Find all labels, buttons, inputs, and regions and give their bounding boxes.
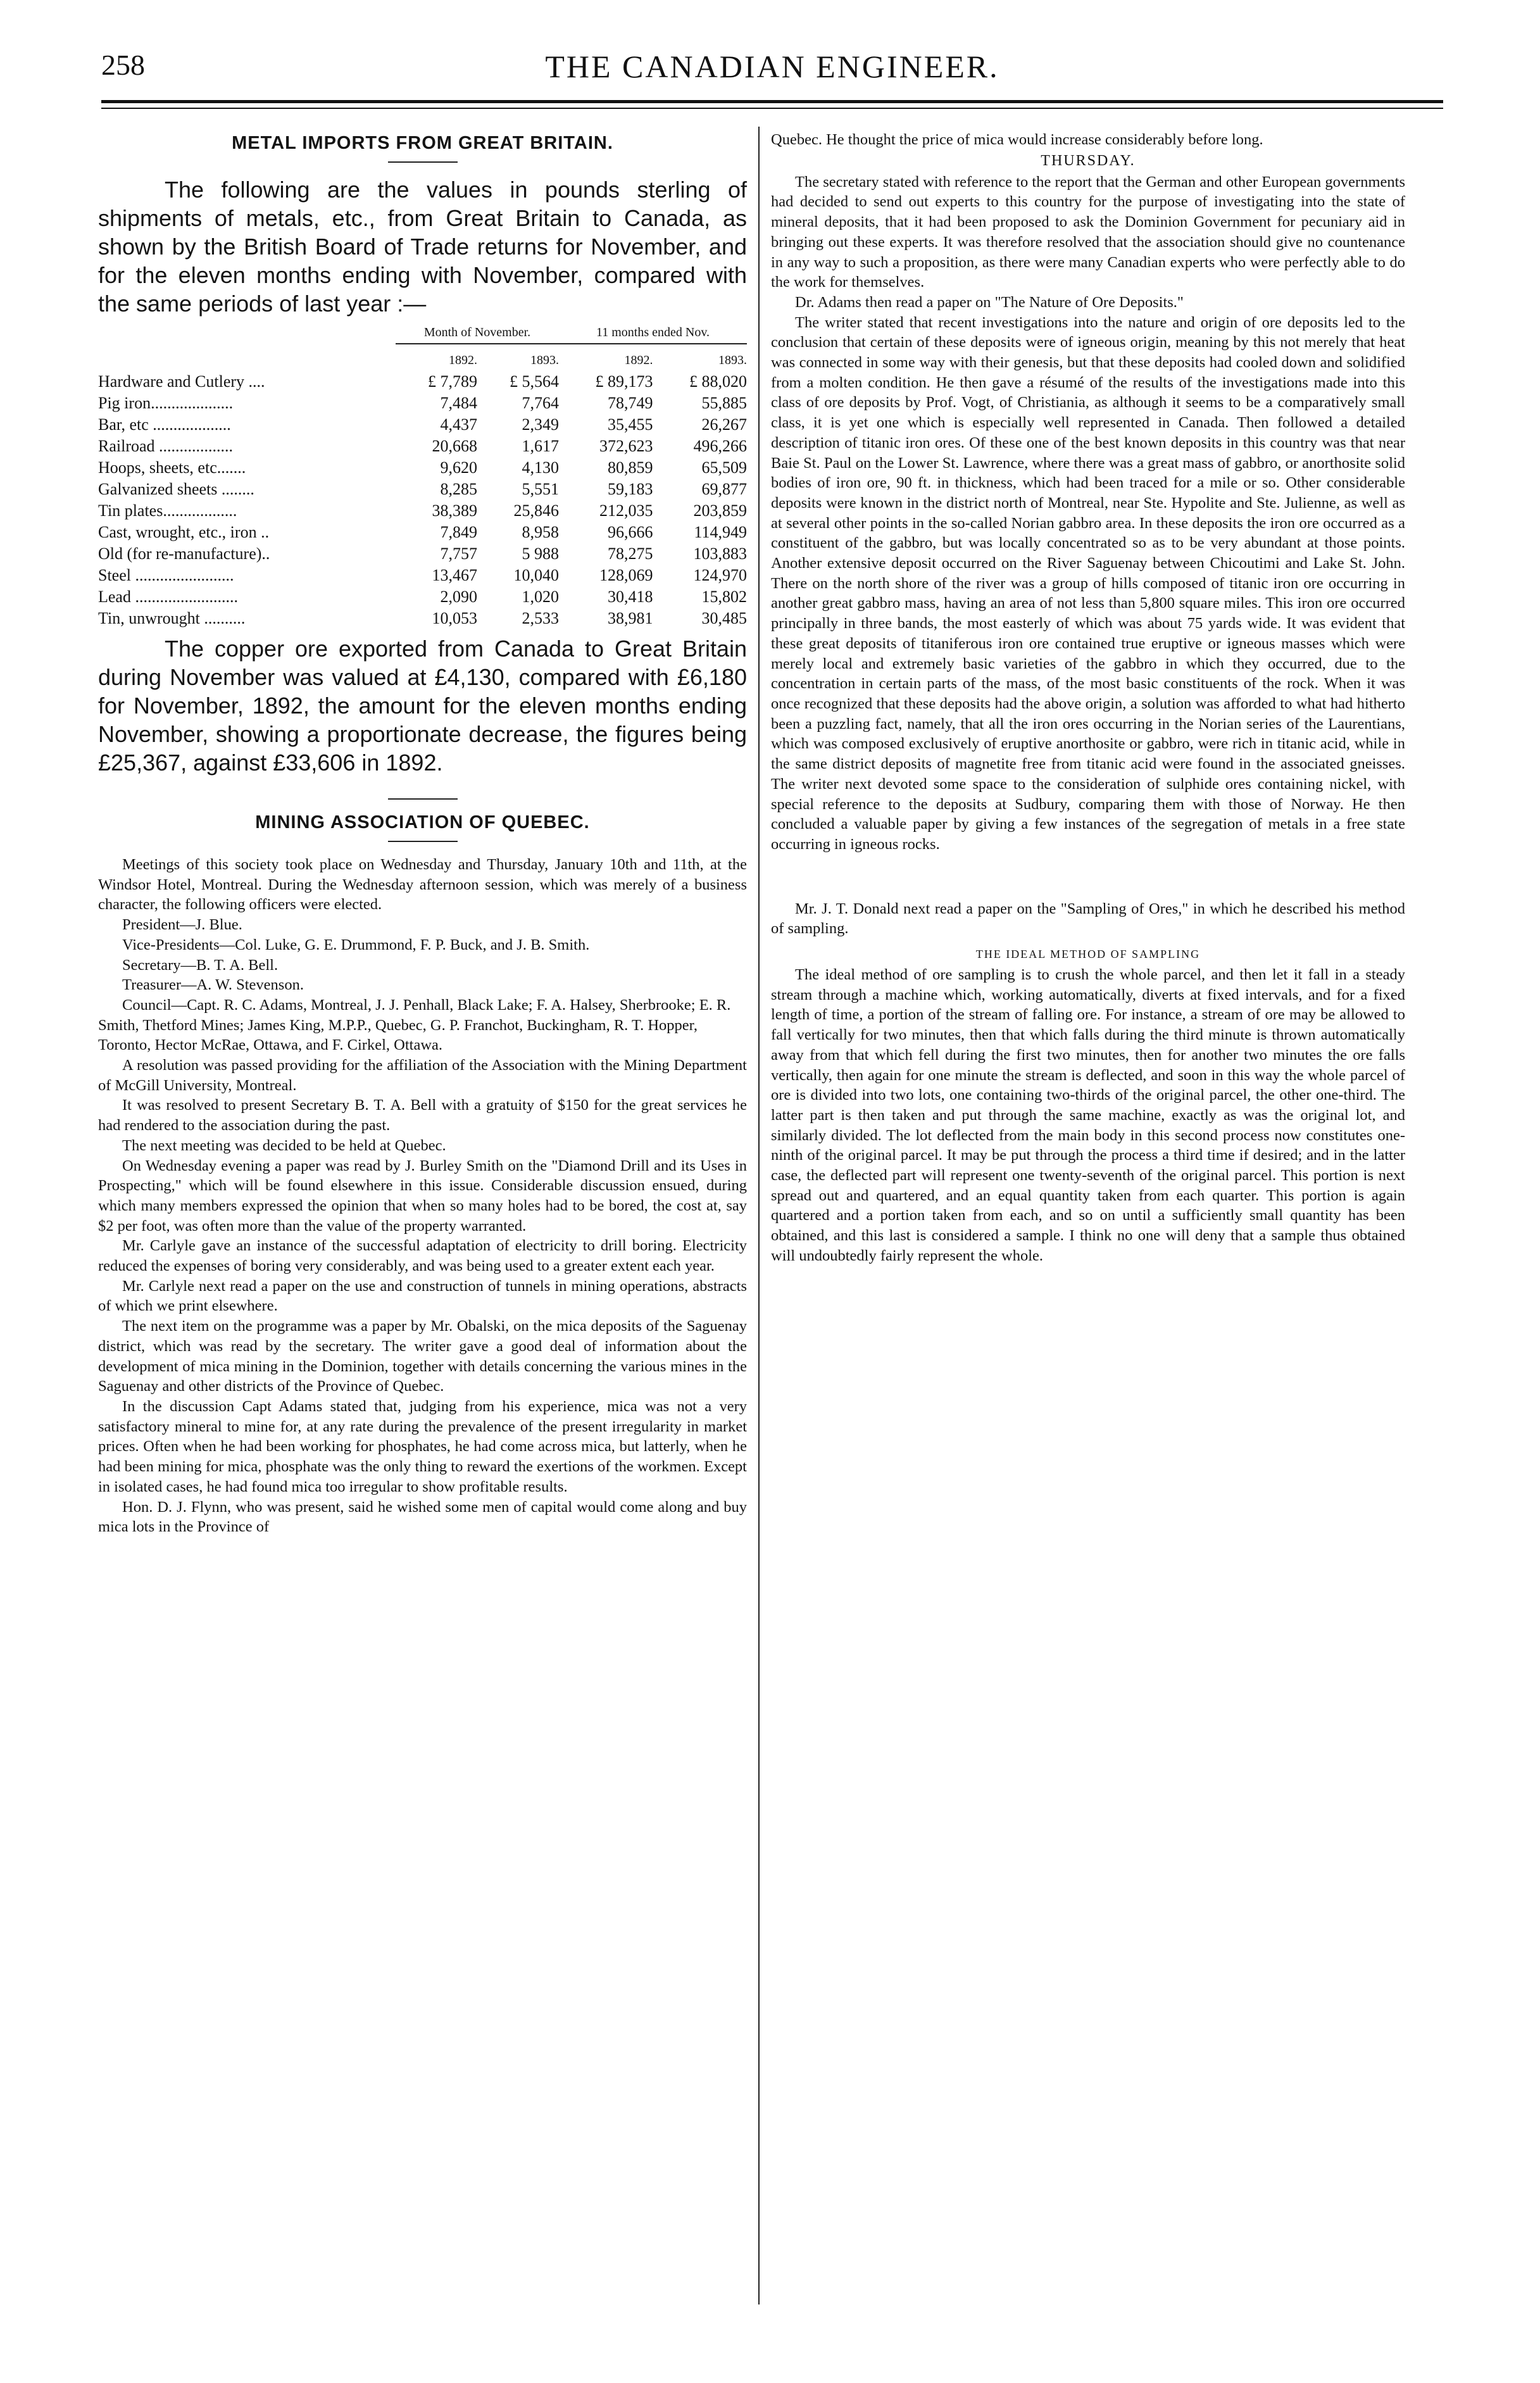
table-row [98,522,747,543]
row-label: Tin plates.................. [98,501,237,520]
officer-entry: Treasurer—A. W. Stevenson. [122,976,304,994]
row-value: £ 5,564 [510,372,559,391]
article-paragraph: The secretary stated with reference to the report that the German and other European governments had decided to send out experts to this country for the purpose of investigating into the state of mineral deposits, that it had been proposed to ask the Dominion Government for pecuniary aid in bringing out these experts. It was therefore resolved that the association should give no countenance in any way to such a proposition, as there were many Canadian experts who were perfectly able to do the work for themselves. [771,173,1405,291]
row-value: 203,859 [693,501,747,520]
row-value: 5 988 [522,544,559,563]
row-value: 2,349 [522,415,559,434]
header-rule-thick [101,100,1443,103]
row-value: 5,551 [522,480,559,498]
row-value: 9,620 [440,458,477,477]
row-value: £ 89,173 [595,372,653,391]
row-value: 30,485 [701,609,747,627]
table-row [98,371,747,393]
table-row [98,436,747,457]
row-value: 8,958 [522,523,559,541]
row-label: Old (for re-manufacture).. [98,544,270,563]
metal-imports-heading: METAL IMPORTS FROM GREAT BRITAIN. [232,133,613,153]
row-value: 7,484 [440,394,477,412]
group-header-month: Month of November. [423,325,531,339]
row-value: 55,885 [701,394,747,412]
row-value: 15,802 [701,588,747,606]
masthead [101,48,1443,89]
sampling-subheading: THE IDEAL METHOD OF SAMPLING [975,948,1201,961]
row-value: 20,668 [432,437,477,455]
section-rule [388,798,458,800]
row-value: 1,617 [522,437,559,455]
row-value: 7,764 [522,394,559,412]
table-row [98,479,747,500]
year-header: 1892. [449,353,477,367]
row-value: 2,090 [440,588,477,606]
table-brace-row [98,344,747,349]
row-value: £ 88,020 [689,372,747,391]
right-column [771,130,1405,1266]
mining-association-heading: MINING ASSOCIATION OF QUEBEC. [255,812,590,833]
article-paragraph: Dr. Adams then read a paper on "The Nature of Ore Deposits." [795,293,1184,311]
heading-rule [388,161,458,163]
article-paragraph: Meetings of this society took place on Wednesday and Thursday, January 10th and 11th, at the Windsor Hotel, Montreal. During the Wednesday afternoon session, which was merely of a business character, the following officers were elected. [98,856,747,914]
page-number: 258 [101,49,145,81]
row-value: 114,949 [694,523,747,541]
year-header: 1892. [624,353,653,367]
article-paragraph: Mr. Carlyle gave an instance of the successful adaptation of electricity to drill boring. Electricity reduced the expenses of boring very considerably, and was being used to a greater extent each year. [98,1237,747,1275]
row-label: Galvanized sheets ........ [98,480,254,498]
row-value: 7,849 [440,523,477,541]
row-label: Railroad .................. [98,437,234,455]
row-value: 2,533 [522,609,559,627]
row-value: 4,130 [522,458,559,477]
row-value: 10,040 [513,566,559,584]
row-value: 10,053 [432,609,477,627]
row-value: 59,183 [608,480,653,498]
article-paragraph: The writer stated that recent investigations into the nature and origin of ore deposits led to the conclusion that certain of these deposits were of igneous origin, meaning by this not merely that heat was connected in some way with their genesis, but that these deposits had cooled down and solidified from a molten condition. He then gave a résumé of the results of the investigations made into this class of ore deposits by Prof. Vogt, of Christiania, as although it seems to be a comparatively small class, it is yet one which is especially well represented in Canada. Then followed a detailed description of titanic iron ores. Of these one of the best known deposits in this country was that near Baie St. Paul on the Lower St. Lawrence, where there was a great mass of gabbro, or anorthosite solid bodies of iron ore, 90 ft. in thickness, which had been traced for a mile or so. Other considerable deposits were known in the district north of Montreal, near Ste. Hypolite and Ste. Julienne, as well as at several other points in the so-called Norian gabbro area. In these deposits the iron ore occurred as a constituent of the gabbro, but was locally concentrated so as to be very abundant at those points. Another extensive deposit occurred on the River Saguenay between Chicoutimi and Lake St. John. There on the north shore of the river was a group of hills composed of titanic iron ore occurring in another great gabbro mass, having an area of not less than 5,800 square miles. This iron ore occurred principally in three bands, the most easterly of which was about 75 yards wide. It was evident that these great deposits of titaniferous iron ore contained true eruptive or igneous masses which were merely local and extremely basic varieties of the gabbro in which they occurred, due to the concentration in certain parts of the mass, of the most basic constituents of the rock. When it was once recognized that these deposits had the above origin, a solution was afforded to what had hitherto been a puzzling fact, namely, that all the iron ores occurring in the Norian series of the Laurentians, which was composed exclusively of eruptive anorthosite or gabbro, were rich in titanic acid, while in the same district deposits of magnetite free from titanic acid were found in the associated gneisses. The writer next devoted some space to the consideration of sulphide ores containing nickel, with special reference to the deposits at Sudbury, comparing them with those of Norway. He then concluded a valuable paper by giving a few instances of the segregation of metals in a free state occurring in igneous rocks. [771,313,1405,853]
row-value: 7,757 [440,544,477,563]
table-row [98,500,747,522]
article-paragraph: The next item on the programme was a paper by Mr. Obalski, on the mica deposits of the Saguenay district, which was read by the secretary. The writer gave a good deal of information about the development of mica mining in the Dominion, together with details concerning the various mines in the Saguenay and other districts of the Province of Quebec. [98,1317,747,1395]
table-group-header-row [98,322,747,344]
row-label: Hardware and Cutlery .... [98,372,265,391]
row-value: 1,020 [522,588,559,606]
row-label: Bar, etc ................... [98,415,231,434]
year-header: 1893. [718,353,747,367]
row-value: 128,069 [599,566,653,584]
officer-entry: Council—Capt. R. C. Adams, Montreal, J. J. Penhall, Black Lake; F. A. Halsey, Sherbrooke; E. R. Smith, Thetford Mines; James King, M.P.P., Quebec, G. P. Franchot, Buckingham, R. T. Hopper, Toronto, Hector McRae, Ottawa, and F. Cirkel, Ottawa. [98,996,731,1054]
officer-entry: Vice-Presidents—Col. Luke, G. E. Drummond, F. P. Buck, and J. B. Smith. [122,936,590,953]
article-paragraph: Quebec. He thought the price of mica would increase considerably before long. [771,131,1263,148]
header-rule-thin [101,108,1443,109]
row-value: 69,877 [701,480,747,498]
article-paragraph: Hon. D. J. Flynn, who was present, said he wished some men of capital would come along and buy mica lots in the Province of [98,1498,747,1536]
table-row [98,414,747,436]
heading-rule [388,841,458,842]
row-value: 38,981 [608,609,653,627]
article-paragraph: The ideal method of ore sampling is to crush the whole parcel, and then let it fall in a steady stream through a machine which, working automatically, diverts at fixed intervals, and for a fixed length of time, a portion of the stream of falling ore. For instance, a stream of ore may be allowed to fall vertically for two minutes, then that which falls during the third minute is thrown automatically away from that which fell during the first two minutes, then for another two minutes the ore falls vertically, then again for one minute the stream is deflected, and soon in this way the whole parcel of ore is divided into two lots, one containing two-thirds of the original parcel, the other one-third. The latter part is then taken and put through the same machine, exactly as was the original lot, and similarly divided. The lot deflected from the main body in this second process now constitutes one-ninth of the original parcel. It may be put through the process a third time if desired; and in the latter case, the deflected part will represent one twenty-seventh of the original parcel. This portion is next spread out and quartered, and an equal quantity taken from each quarter. This portion is again quartered and a portion taken from each, and so on until a sufficiently small quantity has been obtained, and this last is considered a sample. I think no one will deny that a sample thus obtained will undoubtedly fairly represent the whole. [771,966,1405,1264]
article-paragraph: The next meeting was decided to be held at Quebec. [122,1136,446,1154]
row-value: 35,455 [608,415,653,434]
row-value: 212,035 [599,501,653,520]
row-value: 103,883 [693,544,747,563]
thursday-heading: THURSDAY. [1041,152,1136,169]
officer-entry: President—J. Blue. [122,916,242,934]
row-label: Tin, unwrought .......... [98,609,246,627]
year-header: 1893. [530,353,559,367]
table-row [98,608,747,629]
row-value: £ 7,789 [428,372,477,391]
row-label: Lead ......................... [98,588,238,606]
row-value: 65,509 [701,458,747,477]
group-brace [559,344,747,349]
copper-ore-paragraph: The copper ore exported from Canada to Great Britain during November was valued at £4,130, compared with £6,180 for November, 1892, the amount for the eleven months ending November, showing a proportionate decrease, the figures being £25,367, against £33,606 in 1892. [98,636,747,776]
row-value: 96,666 [608,523,653,541]
article-paragraph: It was resolved to present Secretary B. T. A. Bell with a gratuity of $150 for the great services he had rendered to the association during the past. [98,1097,747,1135]
row-label: Cast, wrought, etc., iron .. [98,523,270,541]
group-brace [396,344,559,349]
row-value: 372,623 [599,437,653,455]
left-column [98,133,747,1537]
row-value: 13,467 [432,566,477,584]
row-value: 80,859 [608,458,653,477]
group-header-eleven-months: 11 months ended Nov. [596,325,710,339]
row-value: 38,389 [432,501,477,520]
article-paragraph: In the discussion Capt Adams stated that, judging from his experience, mica was not a very satisfactory mineral to mine for, at any rate during the prevalence of the present irregularity in market prices. Often when he had been working for phosphates, he had come across mica, but latterly, when he had been mining for mica, phosphate was the only thing to reward the exertions of the workmen. Except in isolated cases, he had found mica too irregular to show profitable results. [98,1397,747,1495]
article-paragraph: Mr. J. T. Donald next read a paper on the "Sampling of Ores," in which he described his method of sampling. [771,900,1405,938]
table-row [98,543,747,565]
metal-imports-intro: The following are the values in pounds sterling of shipments of metals, etc., from Great Britain to Canada, as shown by the British Board of Trade returns for November, and for the eleven months ending with November, compared with the same periods of last year :— [98,177,747,317]
column-divider [758,127,760,2304]
table-year-header-row [98,349,747,371]
row-value: 30,418 [608,588,653,606]
row-label: Pig iron.................... [98,394,234,412]
metal-imports-table [98,322,747,629]
row-label: Hoops, sheets, etc....... [98,458,246,477]
article-paragraph: Mr. Carlyle next read a paper on the use and construction of tunnels in mining operations, abstracts of which we print elsewhere. [98,1277,747,1315]
row-value: 25,846 [513,501,559,520]
row-value: 78,749 [608,394,653,412]
article-paragraph: A resolution was passed providing for the affiliation of the Association with the Mining Department of McGill University, Montreal. [98,1057,747,1094]
table-row [98,393,747,414]
table-row [98,586,747,608]
row-label: Steel ........................ [98,566,234,584]
table-row [98,565,747,586]
article-paragraph: On Wednesday evening a paper was read by J. Burley Smith on the "Diamond Drill and its Uses in Prospecting," which will be found elsewhere in this issue. Considerable discussion ensued, during which many members expressed the opinion that when so many holes had to be bored, the cost at, say $2 per foot, was often more than the value of the property warranted. [98,1157,747,1235]
row-value: 26,267 [701,415,747,434]
row-value: 124,970 [693,566,747,584]
journal-title: THE CANADIAN ENGINEER. [545,49,999,84]
row-value: 4,437 [440,415,477,434]
row-value: 78,275 [608,544,653,563]
row-value: 496,266 [693,437,747,455]
officer-entry: Secretary—B. T. A. Bell. [122,956,279,974]
table-row [98,457,747,479]
row-value: 8,285 [440,480,477,498]
